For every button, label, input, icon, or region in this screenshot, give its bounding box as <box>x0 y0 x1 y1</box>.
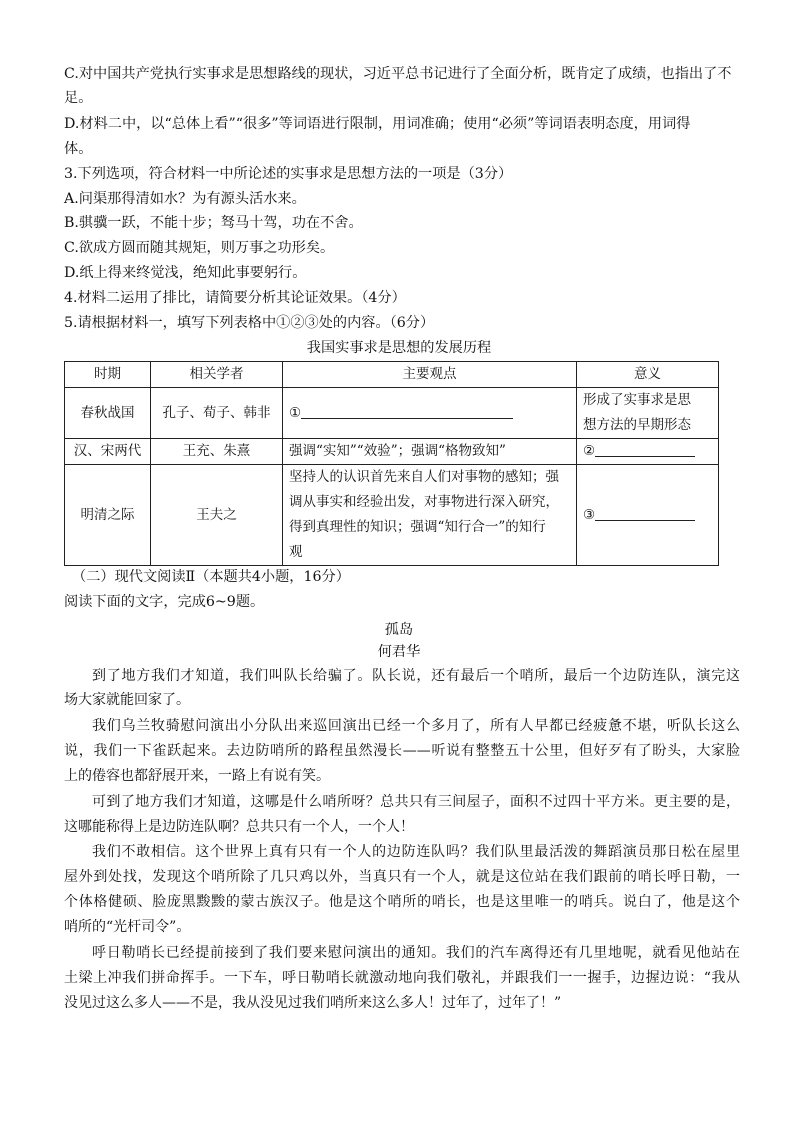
paragraph-line: 到了地方我们才知道，我们叫队长给骗了。队长说，还有最后一个哨所，最后一个边防连队，演完这 <box>92 668 740 684</box>
answer-blank-2[interactable] <box>595 442 695 457</box>
question-3-option-a: A.问渠那得清如水？为有源头活水来。 <box>64 191 306 207</box>
meaning-cell <box>577 388 719 439</box>
scholars-cell: 王充、朱熹 <box>151 439 283 465</box>
meaning-cell <box>577 439 719 465</box>
header-scholars: 相关学者 <box>151 362 283 388</box>
option-c-line1: C.对中国共产党执行实事求是思想路线的现状，习近平总书记进行了全面分析，既肯定了成绩，也指出了不 <box>64 66 732 82</box>
meaning-cell <box>577 465 719 566</box>
header-meaning: 意义 <box>577 362 719 388</box>
meaning-line: 形成了实事求是思 <box>583 392 691 408</box>
header-period: 时期 <box>65 362 151 388</box>
question-3-option-c: C.欲成方圆而随其规矩，则万事之功形矣。 <box>64 240 335 256</box>
period-cell: 春秋战国 <box>65 388 151 439</box>
meaning-line: 想方法的早期形态 <box>583 417 691 433</box>
period-cell: 汉、宋两代 <box>65 439 151 465</box>
period-cell: 明清之际 <box>65 465 151 566</box>
story-author: 何君华 <box>377 644 421 660</box>
view-cell: 强调“实知”“效验”；强调“格物致知” <box>283 439 577 465</box>
table-row <box>65 388 719 439</box>
history-table <box>64 361 719 566</box>
paragraph-line: 场大家就能回家了。 <box>64 692 190 708</box>
paragraph-line: 没见过这么多人——不是，我从没见过我们哨所来这么多人！过年了，过年了！” <box>64 995 562 1011</box>
paragraph-line: 我们乌兰牧骑慰问演出小分队出来巡回演出已经一个多月了，所有人早都已经疲惫不堪，听队长这么 <box>92 718 740 734</box>
header-view: 主要观点 <box>283 362 577 388</box>
paragraph-line: 上的倦容也都舒展开来，一路上有说有笑。 <box>64 768 330 784</box>
question-4: 4.材料二运用了排比，请简要分析其论证效果。（4分） <box>64 290 406 306</box>
question-5: 5.请根据材料一，填写下列表格中①②③处的内容。（6分） <box>64 315 435 331</box>
story-title: 孤岛 <box>384 622 414 638</box>
question-3: 3.下列选项，符合材料一中所论述的实事求是思想方法的一项是（3分） <box>64 166 513 182</box>
scholars-cell: 王夫之 <box>151 465 283 566</box>
view-line: 调从事实和经验出发，对事物进行深入研究， <box>289 494 559 510</box>
answer-marker-3: ③ <box>583 506 596 523</box>
paragraph-line: 土梁上冲我们拼命挥手。一下车，呼日勒哨长就激动地向我们敬礼，并跟我们一一握手，边握边说：“我从 <box>64 970 740 986</box>
table-header-row <box>65 362 719 388</box>
paragraph-line: 呼日勒哨长已经提前接到了我们要来慰问演出的通知。我们的汽车离得还有几里地呢，就看见他站在 <box>92 945 740 961</box>
answer-blank-3[interactable] <box>595 506 695 521</box>
option-d-line1: D.材料二中，以“总体上看”“很多”等词语进行限制，用词准确；使用“必须”等词语表明态度，用词得 <box>64 116 691 132</box>
option-d-line2: 体。 <box>64 141 93 157</box>
view-line: 坚持人的认识首先来自人们对事物的感知；强 <box>289 469 559 485</box>
paragraph-line: 哨所的“光杆司令”。 <box>64 919 191 935</box>
question-3-option-d: D.纸上得来终觉浅，绝知此事要躬行。 <box>64 265 307 281</box>
answer-marker-1: ① <box>289 404 302 421</box>
paragraph-line: 说，我们一下雀跃起来。去边防哨所的路程虽然漫长——听说有整整五十公里，但好歹有了盼头，大家脸 <box>64 743 740 759</box>
view-cell <box>283 388 577 439</box>
scholars-cell: 孔子、荀子、韩非 <box>151 388 283 439</box>
reading-instruction: 阅读下面的文字，完成6~9题。 <box>64 594 265 610</box>
view-line: 得到真理性的知识；强调“知行合一”的知行 <box>289 519 546 535</box>
paragraph-line: 屋外到处找，发现这个哨所除了几只鸡以外，当真只有一个人，就是这位站在我们跟前的哨长呼日勒，一 <box>64 869 740 885</box>
paragraph-line: 可到了地方我们才知道，这哪是什么哨所呀？总共只有三间屋子，面积不过四十平方米。更主要的是， <box>92 794 740 810</box>
answer-marker-2: ② <box>583 443 596 459</box>
section-heading: （二）现代文阅读Ⅱ（本题共4小题，16分） <box>72 569 350 585</box>
paragraph-line: 个体格健硕、脸庞黑黢黢的蒙古族汉子。他是这个哨所的哨长，也是这里唯一的哨兵。说白了，他是这个 <box>64 894 740 910</box>
view-cell <box>283 465 577 566</box>
table-row <box>65 465 719 566</box>
question-3-option-b: B.骐骥一跃，不能十步；驽马十驾，功在不舍。 <box>64 215 363 231</box>
paragraph-line: 这哪能称得上是边防连队啊？总共只有一个人，一个人！ <box>64 819 414 835</box>
paragraph-line: 我们不敢相信。这个世界上真有只有一个人的边防连队吗？我们队里最活泼的舞蹈演员那日松在屋里 <box>92 844 740 860</box>
option-c-line2: 足。 <box>64 90 93 106</box>
answer-blank-1[interactable] <box>301 404 513 419</box>
view-line: 观 <box>289 544 303 560</box>
table-row <box>65 439 719 465</box>
table-title: 我国实事求是思想的发展历程 <box>306 340 492 356</box>
